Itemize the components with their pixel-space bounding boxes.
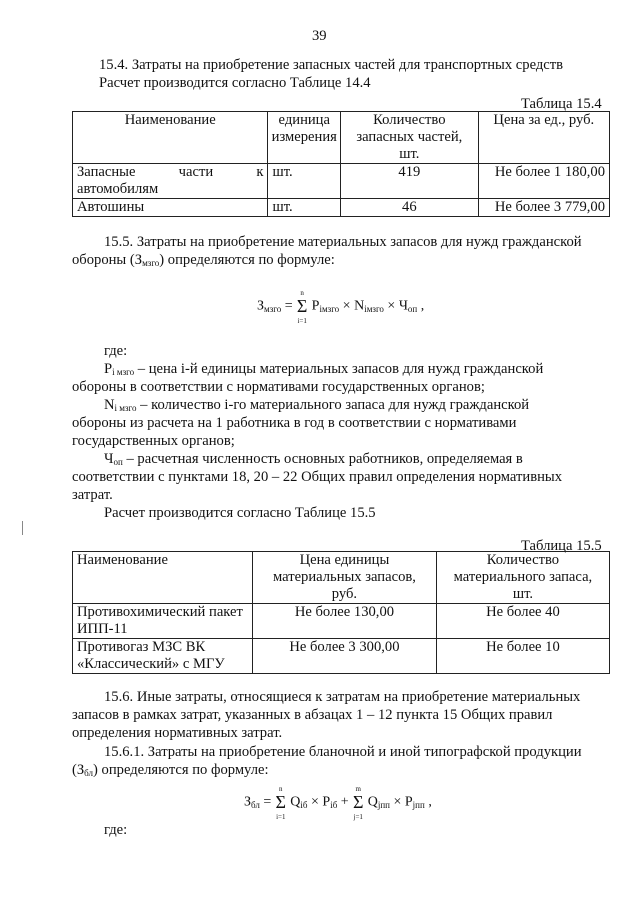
cell-name-line2: «Классический» с МГУ [77, 656, 225, 672]
cell-price: Не более 1 180,00 [478, 164, 609, 199]
table-row [73, 199, 610, 217]
table-15-5-label: Таблица 15.5 [521, 538, 602, 554]
table-row [73, 604, 610, 639]
header-qty: Количество материального запаса, шт. [436, 552, 609, 604]
table-header-row [73, 552, 610, 604]
section-15-4-title: 15.4. Затраты на приобретение запасных частей для транспортных средств [99, 57, 564, 73]
formula-bl: Збл = Σ n i=1 Qiб × Piб + Σ m j=1 Qjпп × Pjпп , [244, 785, 432, 821]
table-row [73, 164, 610, 199]
formula-mzgo: Змзго = Σ n i=1 Piмзго × Niмзго × Чоп , [257, 289, 425, 325]
cell-name [73, 639, 253, 674]
section-15-6-1-para-1: 15.6.1. Затраты на приобретение бланочной и иной типографской продукции [104, 744, 582, 760]
section-15-6-para-1: 15.6. Иные затраты, относящиеся к затратам на приобретение материальных [104, 689, 581, 705]
section-15-6-1-para-2: (Збл) определяются по формуле: [72, 762, 269, 778]
section-15-6-para-3: определения нормативных затрат. [72, 725, 283, 741]
def-n-line1: Ni мзго – количество i-го материального запаса для нужд гражданской [104, 397, 530, 413]
header-price: Цена за ед., руб. [478, 112, 609, 164]
cell-name-line2: ИПП-11 [77, 621, 128, 637]
cell-name [73, 604, 253, 639]
where-label-2: где: [104, 822, 128, 838]
where-label: где: [104, 343, 128, 359]
cell-qty: Не более 10 [436, 639, 609, 674]
section-15-5-para-1: 15.5. Затраты на приобретение материальных запасов для нужд гражданской [104, 234, 582, 250]
cell-qty: 46 [341, 199, 479, 217]
def-n-line3: государственных органов; [72, 433, 235, 449]
table-15-5 [72, 551, 610, 674]
table-header-row [73, 112, 610, 164]
cell-name-line2: автомобилям [77, 181, 159, 197]
table-15-4 [72, 111, 610, 217]
header-price: Цена единицы материальных запасов, руб. [253, 552, 437, 604]
cell-name-line1: Запасные части к [77, 164, 264, 180]
margin-mark [22, 521, 23, 535]
sum-icon: Σ n i=1 [275, 785, 287, 821]
def-p-line2: обороны в соответствии с нормативами государственных органов; [72, 379, 485, 395]
sum-icon: Σ n i=1 [296, 289, 308, 325]
cell-unit: шт. [268, 199, 341, 217]
cell-name-line1: Противогаз МЗС ВК [77, 639, 206, 655]
header-name: Наименование [73, 112, 268, 164]
cell-name: Автошины [73, 199, 268, 217]
section-15-5-calc: Расчет производится согласно Таблице 15.5 [104, 505, 376, 521]
cell-price: Не более 3 300,00 [253, 639, 437, 674]
cell-price: Не более 130,00 [253, 604, 437, 639]
cell-price: Не более 3 779,00 [478, 199, 609, 217]
def-ch-line2: соответствии с пунктами 18, 20 – 22 Общих правил определения нормативных [72, 469, 563, 485]
section-15-5-para-2: обороны (Змзго) определяются по формуле: [72, 252, 335, 268]
page-number: 39 [312, 28, 327, 44]
cell-unit: шт. [268, 164, 341, 199]
sum-icon: Σ m j=1 [352, 785, 364, 821]
table-row [73, 639, 610, 674]
def-n-line2: обороны из расчета на 1 работника в год в соответствии с нормативами [72, 415, 517, 431]
header-name: Наименование [73, 552, 253, 604]
section-15-4-calc: Расчет производится согласно Таблице 14.4 [99, 75, 371, 91]
header-unit: единица измерения [268, 112, 341, 164]
cell-name-line1: Противохимический пакет [77, 604, 243, 620]
header-qty: Количество запасных частей, шт. [341, 112, 479, 164]
cell-name [73, 164, 268, 199]
table-15-4-label: Таблица 15.4 [521, 96, 602, 112]
def-ch-line1: Чоп – расчетная численность основных работников, определяемая в [104, 451, 523, 467]
cell-qty: 419 [341, 164, 479, 199]
def-ch-line3: затрат. [72, 487, 113, 503]
cell-qty: Не более 40 [436, 604, 609, 639]
def-p-line1: Pi мзго – цена i-й единицы материальных запасов для нужд гражданской [104, 361, 544, 377]
section-15-6-para-2: запасов в рамках затрат, указанных в абзацах 1 – 12 пункта 15 Общих правил [72, 707, 553, 723]
